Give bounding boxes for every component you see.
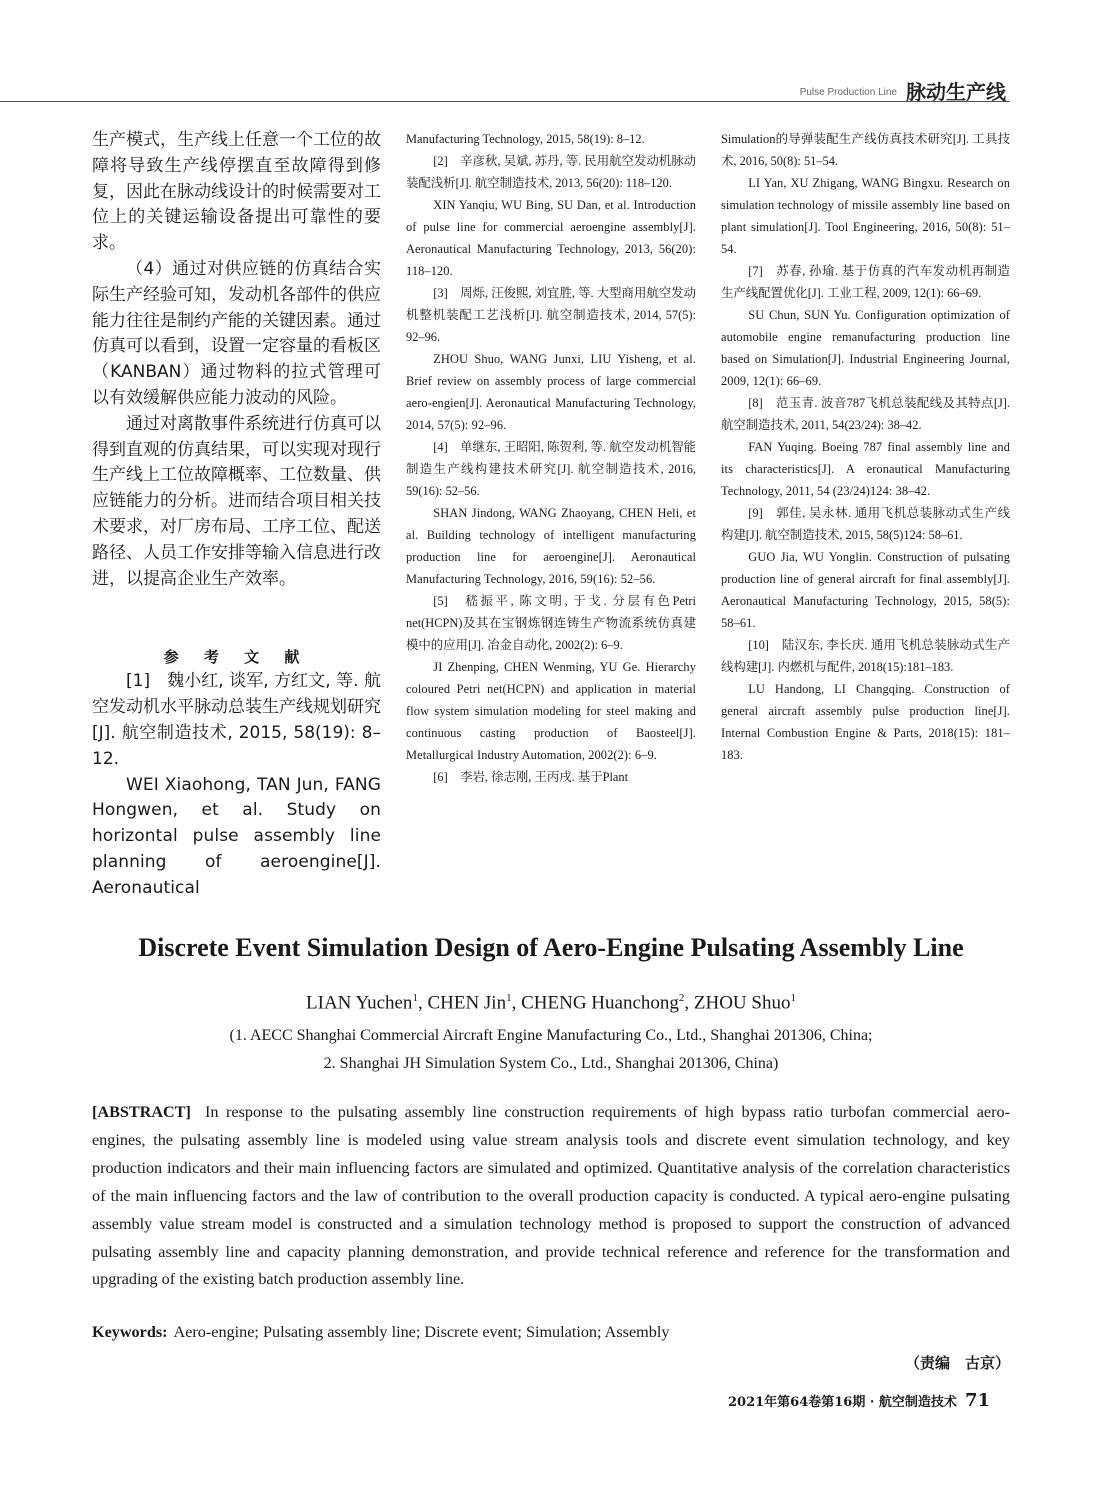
author-separator: , <box>684 992 694 1014</box>
reference-item-en: LU Handong, LI Changqing. Construction of general aircraft assembly pulse production line[J]. Internal Combustion Engine & Parts, 2018(15): 181–183. <box>721 682 1010 762</box>
reference-item-en: GUO Jia, WU Yonglin. Construction of pulsating production line of general aircraft for final assembly[J]. Aeronautical Manufacturing Technology, 2015, 58(5): 58–61. <box>721 550 1010 630</box>
reference-item-en: WEI Xiaohong, TAN Jun, FANG Hongwen, et al. Study on horizontal pulse assembly line planning of aeroengine[J]. Aeronautical <box>92 774 381 898</box>
reference-item: [3] 周烁, 汪俊熙, 刘宜胜, 等. 大型商用航空发动机整机装配工艺浅析[J]. 航空制造技术, 2014, 57(5): 92–96. <box>406 286 696 344</box>
reference-item-en: SHAN Jindong, WANG Zhaoyang, CHEN Heli, et al. Building technology of intelligent manufacturing production line for aeroengine[J]. Aeronautical Manufacturing Technology, 2016, 59(16): 52–56. <box>406 506 696 586</box>
column-right <box>721 128 1010 766</box>
body-paragraph: 生产模式，生产线上任意一个工位的故障将导致生产线停摆直至故障得到修复，因此在脉动线设计的时候需要对工位上的关键运输设备提出可靠性的要求。 <box>92 130 381 254</box>
reference-item-en: FAN Yuqing. Boeing 787 final assembly line and its characteristics[J]. A eronautical Manufacturing Technology, 2011, 54 (23/24)124: 38–42. <box>721 440 1010 498</box>
author-separator: , <box>417 992 428 1014</box>
affiliation-line: (1. AECC Shanghai Commercial Aircraft Engine Manufacturing Co., Ltd., Shanghai 201306, China; <box>229 1027 873 1044</box>
keywords <box>92 1323 1010 1342</box>
affiliation-mark: 1 <box>506 992 512 1004</box>
reference-item: [7] 苏春, 孙瑜. 基于仿真的汽车发动机再制造生产线配置优化[J]. 工业工程, 2009, 12(1): 66–69. <box>721 264 1010 300</box>
column-left <box>92 128 381 902</box>
affiliation-mark: 1 <box>790 992 796 1004</box>
section-label-en: Pulse Production Line <box>799 87 897 98</box>
body-paragraph: 通过对离散事件系统进行仿真可以得到直观的仿真结果，可以实现对现行生产线上工位故障概率、工位数量、供应链能力的分析。进而结合项目相关技术要求，对厂房布局、工序工位、配送路径、人员工作安排等输入信息进行改进，以提高企业生产效率。 <box>92 413 381 589</box>
reference-item: [4] 单继东, 王昭阳, 陈贺利, 等. 航空发动机智能制造生产线构建技术研究[J]. 航空制造技术, 2016, 59(16): 52–56. <box>406 440 696 498</box>
editor-note: （责编 古京） <box>904 1354 1010 1372</box>
reference-item: [9] 郭佳, 吴永林. 通用飞机总装脉动式生产线构建[J]. 航空制造技术, 2015, 58(5)124: 58–61. <box>721 506 1010 542</box>
reference-item: [5] 嵇振平, 陈文明, 于戈. 分层有色Petri net(HCPN)及其在宝钢炼钢连铸生产物流系统仿真建模中的应用[J]. 冶金自动化, 2002(2): 6–9. <box>406 594 696 652</box>
abstract <box>92 1099 1010 1294</box>
affiliation-line: 2. Shanghai JH Simulation System Co., Ltd., Shanghai 201306, China) <box>323 1055 779 1072</box>
page-number: 71 <box>964 1390 990 1411</box>
reference-item-en: LI Yan, XU Zhigang, WANG Bingxu. Research on simulation technology of missile assembly line based on plant simulation[J]. Tool Engineering, 2016, 50(8): 51–54. <box>721 176 1010 256</box>
reference-item: [6] 李岩, 徐志刚, 王丙戌. 基于Plant <box>433 770 629 784</box>
reference-item: [8] 范玉青. 波音787飞机总装配线及其特点[J]. 航空制造技术, 2011, 54(23/24): 38–42. <box>721 396 1010 432</box>
reference-item: [2] 辛彦秋, 吴斌, 苏丹, 等. 民用航空发动机脉动装配浅析[J]. 航空制造技术, 2013, 56(20): 118–120. <box>406 154 696 190</box>
column-middle <box>406 128 696 788</box>
reference-item: [10] 陆汉东, 李长庆. 通用飞机总装脉动式生产线构建[J]. 内燃机与配件, 2018(15):181–183. <box>721 638 1010 674</box>
author-name: ZHOU Shuo <box>693 992 791 1014</box>
author-separator: , <box>511 992 522 1014</box>
affiliation-mark: 2 <box>678 992 685 1004</box>
reference-item-en: ZHOU Shuo, WANG Junxi, LIU Yisheng, et al. Brief review on assembly process of large commercial aero-engien[J]. Aeronautical Manufacturing Technology, 2014, 57(5): 92–96. <box>406 352 696 432</box>
reference-item-en: XIN Yanqiu, WU Bing, SU Dan, et al. Introduction of pulse line for commercial aeroengine assembly[J]. Aeronautical Manufacturing Technology, 2013, 56(20): 118–120. <box>406 198 696 278</box>
header-rule <box>0 101 1010 102</box>
author-list <box>0 992 1102 1014</box>
author-name: LIAN Yuchen <box>306 992 413 1014</box>
references-heading: 参 考 文 献 <box>163 648 310 667</box>
paper-title-en: Discrete Event Simulation Design of Aero-Engine Pulsating Assembly Line <box>138 933 964 962</box>
author-name: CHENG Huanchong <box>521 992 679 1014</box>
keywords-text: Aero-engine; Pulsating assembly line; Discrete event; Simulation; Assembly <box>173 1323 670 1341</box>
keywords-label: Keywords: <box>92 1323 168 1341</box>
reference-continuation: Simulation的导弹装配生产线仿真技术研究[J]. 工具技术, 2016, 50(8): 51–54. <box>721 132 1010 168</box>
author-name: CHEN Jin <box>427 992 507 1014</box>
journal-issue: 2021年第64卷第16期 · 航空制造技术 <box>727 1395 957 1410</box>
abstract-text: In response to the pulsating assembly line construction requirements of high bypass ratio turbofan commercial aero-engines, the pulsating assembly line is modeled using value stream analysis tools and discrete event simulation technology, and key production indicators and their main influencing factors are simulated and optimized. Quantitative analysis of the correlation characteristics of the main influencing factors and the law of contribution to the overall production capacity is conducted. A typical aero-engine pulsating assembly value stream model is constructed and a simulation technology method is proposed to support the construction of advanced pulsating assembly line and capacity planning demonstration, and provide technical reference and reference for the transformation and upgrading of the existing batch production assembly line. <box>92 1103 1010 1289</box>
reference-item: [1] 魏小红, 谈军, 方红文, 等. 航空发动机水平脉动总装生产线规划研究[J]. 航空制造技术, 2015, 58(19): 8–12. <box>92 671 381 769</box>
reference-item-en: JI Zhenping, CHEN Wenming, YU Ge. Hierarchy coloured Petri net(HCPN) and application in material flow system simulation modeling for steel making and continuous casting production of Baosteel[J]. Metallurgical Industry Automation, 2002(2): 6–9. <box>406 660 696 762</box>
reference-continuation: Manufacturing Technology, 2015, 58(19): 8–12. <box>406 132 645 146</box>
page-footer <box>650 1390 990 1411</box>
reference-item-en: SU Chun, SUN Yu. Configuration optimization of automobile engine remanufacturing production line based on Simulation[J]. Industrial Engineering Journal, 2009, 12(1): 66–69. <box>721 308 1010 388</box>
section-label-cn: 脉动生产线 <box>906 80 1006 104</box>
body-paragraph: （4）通过对供应链的仿真结合实际生产经验可知，发动机各部件的供应能力往往是制约产能的关键因素。通过仿真可以看到，设置一定容量的看板区（KANBAN）通过物料的拉式管理可以有效缓解供应能力波动的风险。 <box>92 258 381 408</box>
affiliation-mark: 1 <box>412 992 418 1004</box>
abstract-label: [ABSTRACT] <box>92 1103 191 1121</box>
